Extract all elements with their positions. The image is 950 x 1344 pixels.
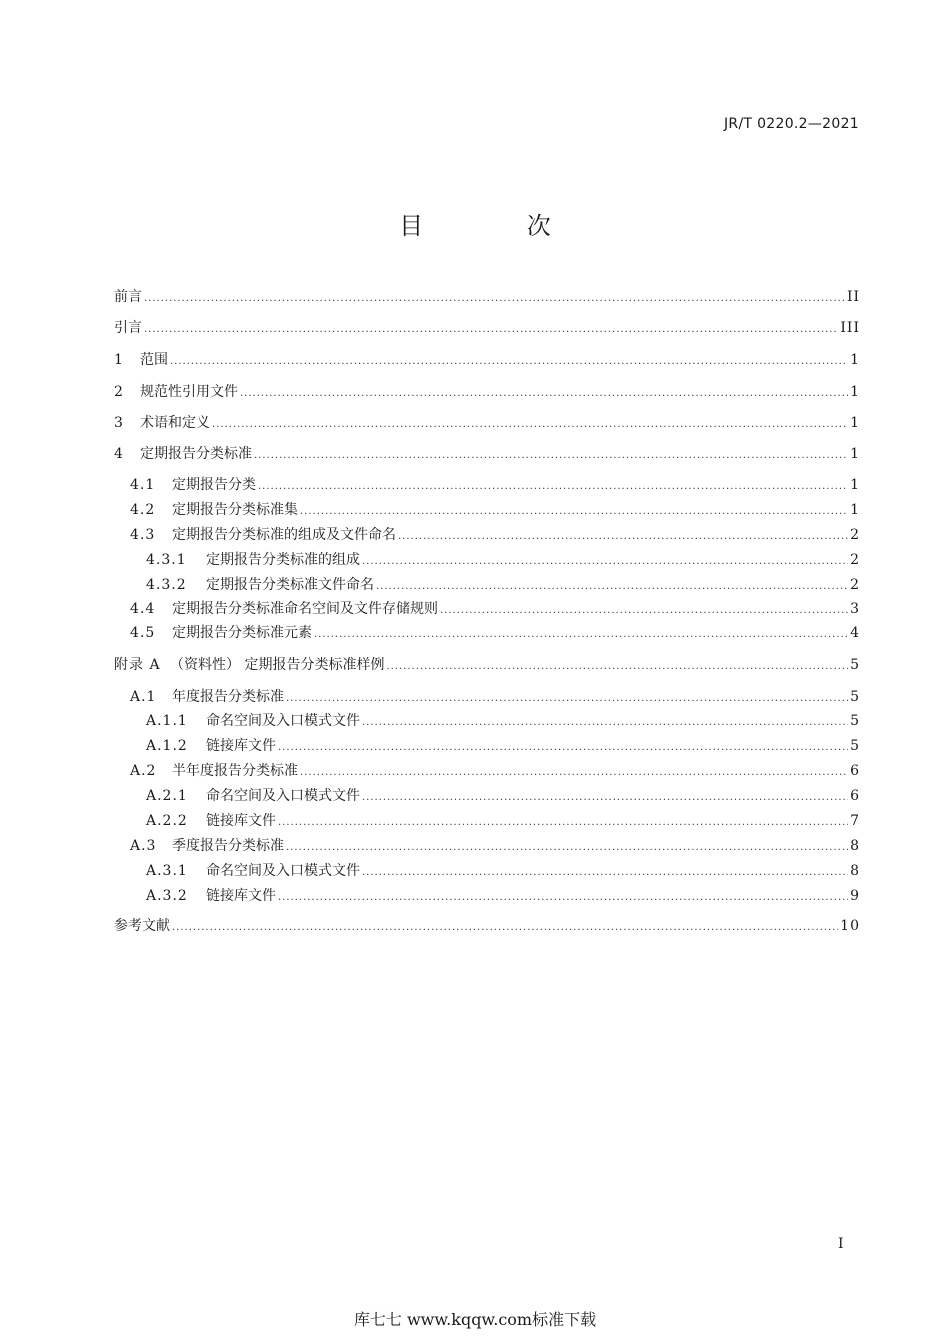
toc-number: 4.3.2 [146,577,187,593]
toc-number: A.2 [130,763,157,779]
leader-dots [362,788,848,808]
toc-number: 4.4 [130,601,156,617]
toc-number: 4.2 [130,502,156,518]
toc-number: A.3.2 [146,888,188,904]
toc-label: 术语和定义 [140,415,210,431]
toc-number: 4.5 [130,625,156,641]
toc-number: A.1 [130,689,157,705]
toc-number: A.1.2 [146,738,188,754]
toc-page: 1 [850,352,860,368]
toc-label: 范围 [140,352,168,368]
leader-dots [258,477,848,497]
toc-page: 2 [850,552,860,568]
toc-page: III [840,320,860,336]
toc-entry[interactable] [114,655,860,675]
toc-page: 5 [850,713,860,729]
leader-dots [314,625,848,645]
toc-page: 5 [850,689,860,705]
toc-entry[interactable] [114,444,860,464]
toc-number: 4.3.1 [146,552,187,568]
toc-page: 1 [850,502,860,518]
toc-page: II [846,289,860,305]
leader-dots [144,320,838,340]
toc-label: 规范性引用文件 [140,384,238,400]
leader-dots [300,763,848,783]
toc-number: 4.1 [130,477,156,493]
leader-dots [398,527,848,547]
leader-dots [362,713,848,733]
toc-label: 命名空间及入口模式文件 [206,788,360,804]
toc-entry[interactable] [114,711,860,731]
toc-number: 1 [114,352,124,368]
toc-page: 1 [850,477,860,493]
toc-page: 7 [850,813,860,829]
toc-label: （资料性） 定期报告分类标准样例 [170,657,385,673]
toc-entry[interactable] [114,687,860,707]
toc-page: 2 [850,577,860,593]
toc-label: 定期报告分类标准集 [172,502,298,518]
leader-dots [300,502,848,522]
leader-dots [278,888,848,908]
leader-dots [362,552,848,572]
leader-dots [278,738,848,758]
leader-dots [386,657,848,677]
toc-label: 命名空间及入口模式文件 [206,713,360,729]
toc-label: 前言 [114,289,142,305]
toc-label: 引言 [114,320,142,336]
toc-entry[interactable] [114,413,860,433]
footer-watermark: 库七七 www.kqqw.com标准下载 [353,1310,597,1329]
toc-page: 3 [850,601,860,617]
toc-label: 命名空间及入口模式文件 [206,863,360,879]
toc-label: 链接库文件 [206,813,276,829]
leader-dots [376,577,848,597]
toc-page: 1 [850,384,860,400]
toc-entry[interactable] [114,382,860,402]
toc-entry[interactable] [114,916,860,936]
doc-code: JR/T 0220.2—2021 [724,116,859,132]
leader-dots [362,863,848,883]
toc-entry[interactable] [114,500,860,520]
leader-dots [212,415,848,435]
toc-page: 2 [850,527,860,543]
leader-dots [286,689,848,709]
toc-page: 1 [850,415,860,431]
toc-entry[interactable] [114,886,860,906]
toc-page: 5 [850,738,860,754]
toc-label: 链接库文件 [206,738,276,754]
toc-number: 3 [114,415,124,431]
toc-entry[interactable] [114,599,860,619]
toc-page: 5 [850,657,860,673]
leader-dots [440,601,848,621]
toc-entry[interactable] [114,318,860,338]
toc-label: 定期报告分类标准文件命名 [206,577,374,593]
leader-dots [278,813,848,833]
toc-page: 9 [850,888,860,904]
toc-label: 定期报告分类标准元素 [172,625,312,641]
toc-label: 定期报告分类标准的组成及文件命名 [172,527,396,543]
toc-entry[interactable] [114,575,860,595]
toc-label: 定期报告分类标准 [140,446,252,462]
toc-entry[interactable] [114,475,860,495]
toc-label: 季度报告分类标准 [172,838,284,854]
toc-number: A.2.1 [146,788,188,804]
toc-entry[interactable] [114,786,860,806]
toc-number: A.3 [130,838,157,854]
toc-page: 8 [850,838,860,854]
page-title: 目 次 [399,212,599,240]
toc-entry[interactable] [114,736,860,756]
toc-label: 定期报告分类标准命名空间及文件存储规则 [172,601,438,617]
toc-number: A.1.1 [146,713,188,729]
leader-dots [286,838,848,858]
toc-label: 半年度报告分类标准 [172,763,298,779]
toc-entry[interactable] [114,623,860,643]
page-number: I [838,1236,844,1252]
leader-dots [240,384,848,404]
toc-number: 附录 A [114,657,161,673]
toc-label: 定期报告分类标准的组成 [206,552,360,568]
leader-dots [254,446,848,466]
leader-dots [172,918,838,938]
toc-page: 8 [850,863,860,879]
toc-entry[interactable] [114,761,860,781]
toc-number: A.3.1 [146,863,188,879]
toc-number: 4 [114,446,124,462]
toc-entry[interactable] [114,861,860,881]
toc-label: 年度报告分类标准 [172,689,284,705]
toc-number: 2 [114,384,124,400]
toc-entry[interactable] [114,287,860,307]
toc-entry[interactable] [114,525,860,545]
toc-label: 参考文献 [114,918,170,934]
toc-page: 6 [850,788,860,804]
leader-dots [144,289,845,309]
toc-entry[interactable] [114,836,860,856]
toc-label: 链接库文件 [206,888,276,904]
toc-number: A.2.2 [146,813,188,829]
leader-dots [170,352,848,372]
toc-page: 6 [850,763,860,779]
toc-label: 定期报告分类 [172,477,256,493]
toc-page: 1 [850,446,860,462]
toc-entry[interactable] [114,550,860,570]
toc-page: 4 [850,625,860,641]
toc-number: 4.3 [130,527,156,543]
toc-page: 10 [840,918,860,934]
toc-entry[interactable] [114,350,860,370]
toc-entry[interactable] [114,811,860,831]
